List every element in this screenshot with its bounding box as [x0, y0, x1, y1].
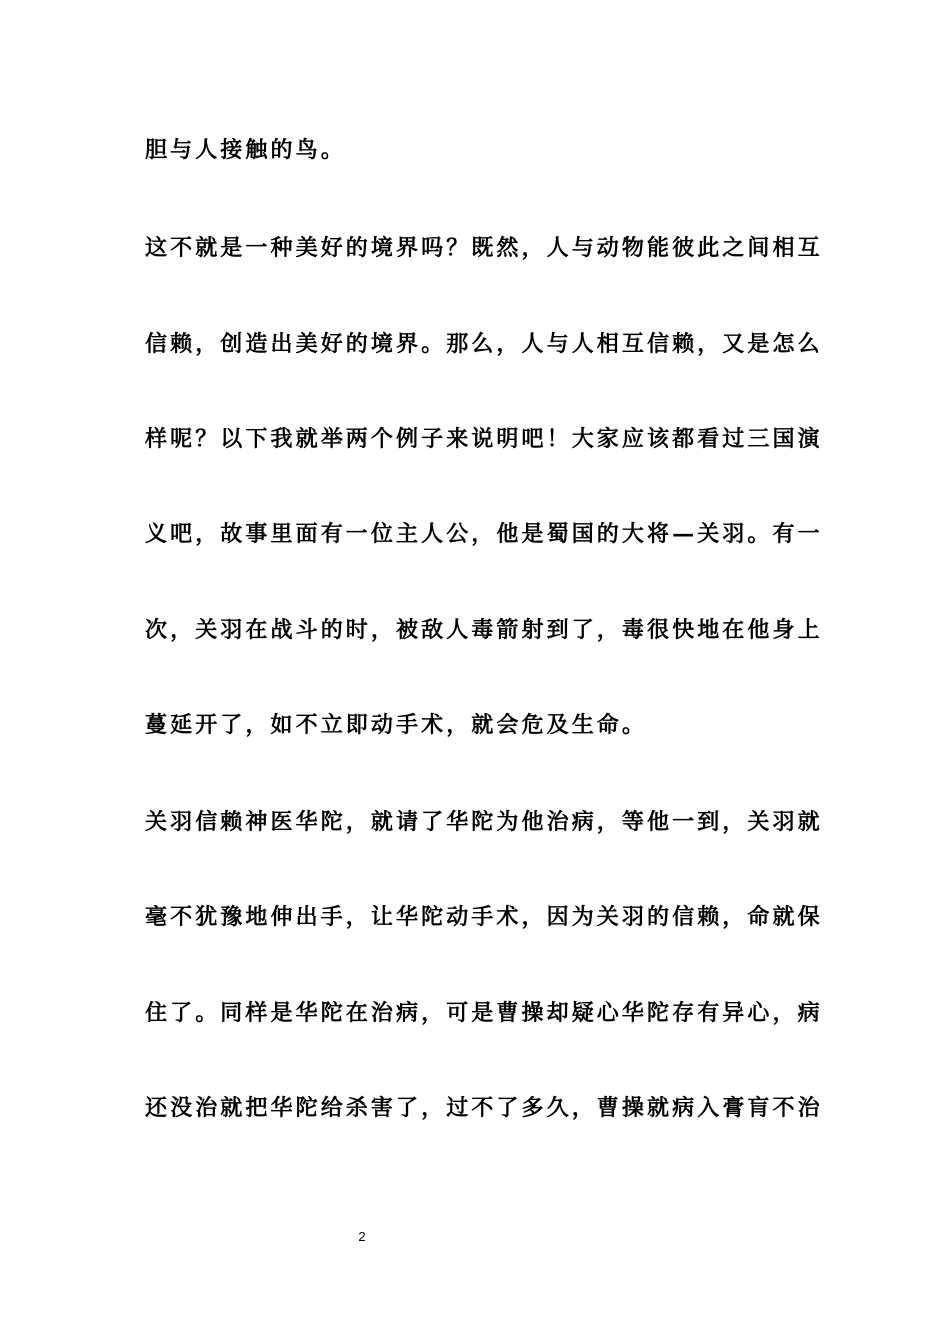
text-line: 义吧，故事里面有一位主人公，他是蜀国的大将—关羽。有一 — [145, 521, 823, 547]
text-line: 蔓延开了，如不立即动手术，就会危及生命。 — [145, 712, 648, 738]
text-line: 次，关羽在战斗的时，被敌人毒箭射到了，毒很快地在他身上 — [145, 617, 823, 643]
text-line: 样呢？以下我就举两个例子来说明吧！大家应该都看过三国演 — [145, 426, 823, 452]
text-line: 胆与人接触的鸟。 — [145, 137, 346, 163]
text-line: 毫不犹豫地伸出手，让华陀动手术，因为关羽的信赖，命就保 — [145, 904, 823, 930]
text-line: 住了。同样是华陀在治病，可是曹操却疑心华陀存有异心，病 — [145, 1000, 823, 1026]
text-line: 关羽信赖神医华陀，就请了华陀为他治病，等他一到，关羽就 — [145, 809, 823, 835]
text-line: 信赖，创造出美好的境界。那么，人与人相互信赖，又是怎么 — [145, 331, 823, 357]
page-number: 2 — [358, 1229, 366, 1244]
text-line: 这不就是一种美好的境界吗？既然，人与动物能彼此之间相互 — [145, 235, 823, 261]
text-line: 还没治就把华陀给杀害了，过不了多久，曹操就病入膏肓不治 — [145, 1095, 823, 1121]
